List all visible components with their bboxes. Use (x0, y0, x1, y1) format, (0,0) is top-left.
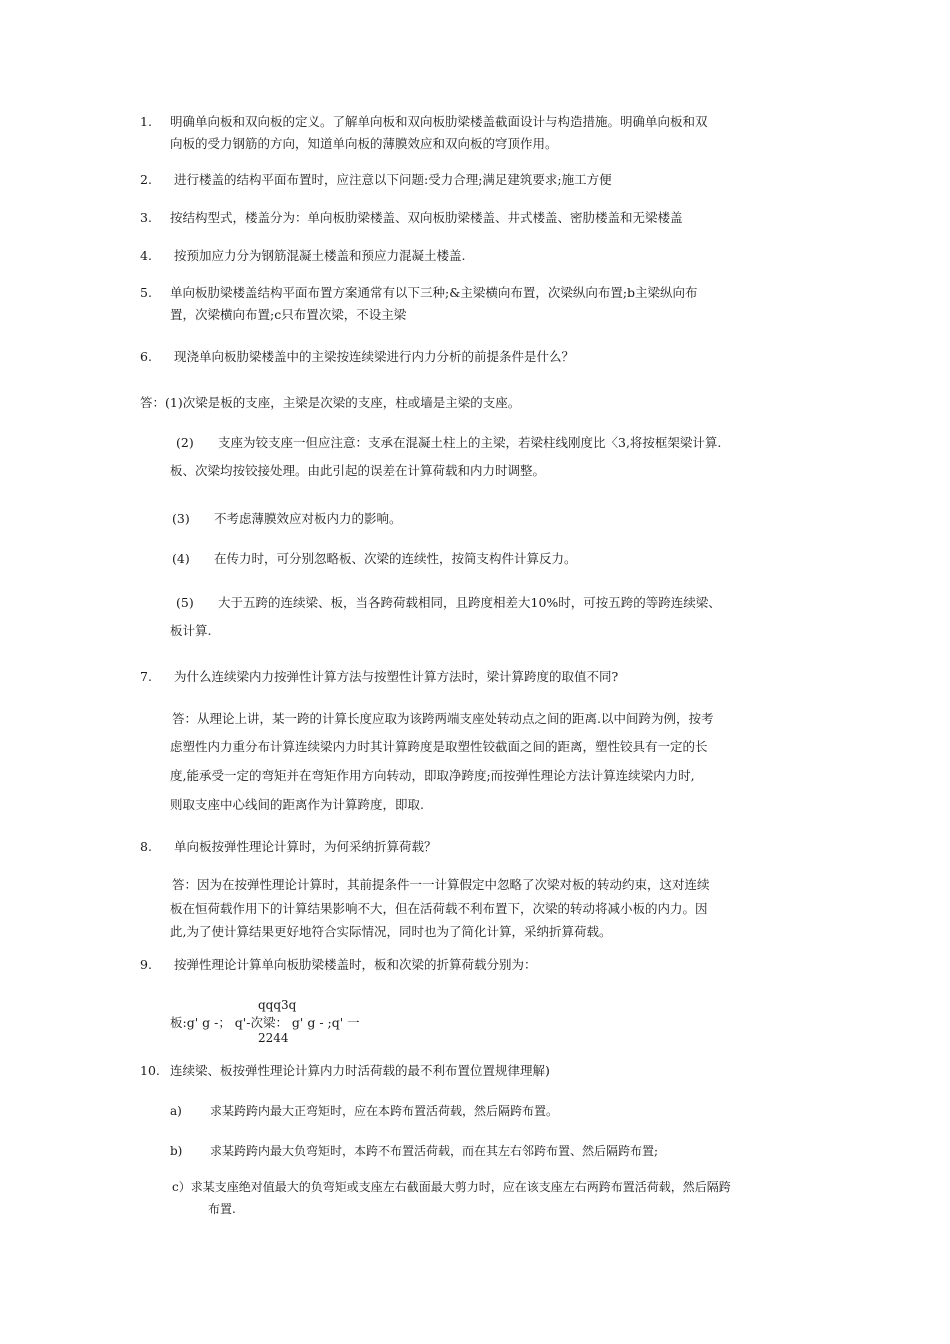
answer-line: 答：(1)次梁是板的支座，主梁是次梁的支座，柱或墙是主梁的支座。 (140, 395, 521, 410)
sub-label: b) (170, 1144, 183, 1158)
item-number: 8. (140, 839, 152, 854)
sub-text: 求某跨跨内最大负弯矩时，本跨不布置活荷载，而在其左右邻跨布置、然后隔跨布置; (210, 1144, 659, 1158)
answer-line: 在传力时，可分别忽略板、次梁的连续性，按简支构件计算反力。 (214, 551, 577, 566)
formula-main: 板:g' g -； q'-次梁： g' g - ;q' 一 (170, 1015, 360, 1030)
answer-line: 答：从理论上讲，某一跨的计算长度应取为该跨两端支座处转动点之间的距离.以中间跨为例，按考 (172, 711, 714, 726)
item-text: 单向板肋梁楼盖结构平面布置方案通常有以下三种;&主梁横向布置，次梁纵向布置;b主梁纵向布 (170, 285, 698, 300)
item-text: 现浇单向板肋梁楼盖中的主梁按连续梁进行内力分析的前提条件是什么？ (174, 349, 575, 364)
answer-line: 板计算. (170, 623, 212, 638)
item-number: 9. (140, 957, 152, 972)
sub-number: (2) (176, 435, 194, 450)
sub-number: (3) (172, 511, 190, 526)
item-number: 7. (140, 669, 152, 684)
item-text: 明确单向板和双向板的定义。了解单向板和双向板肋梁楼盖截面设计与构造措施。明确单向板和双 (170, 114, 708, 129)
sub-list-item: c）求某支座绝对值最大的负弯矩或支座左右截面最大剪力时，应在该支座左右两跨布置活荷载，然后隔跨 (172, 1180, 731, 1194)
sub-label: a) (170, 1104, 182, 1118)
item-number: 10. (140, 1063, 160, 1078)
item-number: 3. (140, 210, 152, 225)
answer-line: 虑塑性内力重分布计算连续梁内力时其计算跨度是取塑性铰截面之间的距离，塑性铰具有一定的长 (170, 739, 708, 754)
answer-line: 支座为铰支座一但应注意：支承在混凝土柱上的主梁，若梁柱线刚度比〈3,将按框架梁计算. (218, 435, 722, 450)
sub-list-item: 布置. (208, 1202, 236, 1216)
item-text: 连续梁、板按弹性理论计算内力时活荷载的最不利布置位置规律理解) (170, 1063, 550, 1078)
answer-line: 答：因为在按弹性理论计算时，其前提条件一一计算假定中忽略了次梁对板的转动约束，这对连续 (172, 877, 710, 892)
item-text: 按结构型式，楼盖分为：单向板肋梁楼盖、双向板肋梁楼盖、井式楼盖、密肋楼盖和无梁楼盖 (170, 210, 683, 225)
sub-text: 求某跨跨内最大正弯矩时，应在本跨布置活荷载，然后隔跨布置。 (210, 1104, 559, 1118)
item-number: 1. (140, 114, 152, 129)
sub-number: (4) (172, 551, 190, 566)
item-text: 为什么连续梁内力按弹性计算方法与按塑性计算方法时，梁计算跨度的取值不同? (174, 669, 619, 684)
formula-numerator: qqq3q (258, 998, 297, 1012)
item-number: 5. (140, 285, 152, 300)
item-text: 置，次梁横向布置;c只布置次梁，不设主梁 (170, 307, 407, 322)
item-number: 4. (140, 248, 152, 263)
item-text: 按弹性理论计算单向板肋梁楼盖时，板和次梁的折算荷载分别为： (174, 957, 537, 972)
item-number: 6. (140, 349, 152, 364)
answer-line: 此,为了使计算结果更好地符合实际情况，同时也为了简化计算，采纳折算荷载。 (170, 924, 612, 939)
answer-line: 板在恒荷载作用下的计算结果影响不大，但在活荷载不利布置下，次梁的转动将减小板的内力。因 (170, 901, 708, 916)
item-text: 向板的受力钢筋的方向，知道单向板的薄膜效应和双向板的穹顶作用。 (170, 136, 558, 151)
answer-line: 板、次梁均按铰接处理。由此引起的误差在计算荷载和内力时调整。 (170, 463, 546, 478)
formula-denominator: 2244 (258, 1031, 289, 1045)
sub-number: (5) (176, 595, 194, 610)
answer-line: 度,能承受一定的弯矩并在弯矩作用方向转动，即取净跨度;而按弹性理论方法计算连续梁内力时, (170, 768, 695, 783)
answer-line: 则取支座中心线间的距离作为计算跨度，即取. (170, 797, 424, 812)
item-text: 进行楼盖的结构平面布置时，应注意以下问题:受力合理;满足建筑要求;施工方便 (174, 172, 612, 187)
item-text: 按预加应力分为钢筋混凝土楼盖和预应力混凝土楼盖. (174, 248, 466, 263)
item-number: 2. (140, 172, 152, 187)
answer-line: 不考虑薄膜效应对板内力的影响。 (214, 511, 402, 526)
answer-line: 大于五跨的连续梁、板，当各跨荷载相同，且跨度相差大10%时，可按五跨的等跨连续梁、 (218, 595, 721, 610)
item-text: 单向板按弹性理论计算时，为何采纳折算荷载？ (174, 839, 437, 854)
